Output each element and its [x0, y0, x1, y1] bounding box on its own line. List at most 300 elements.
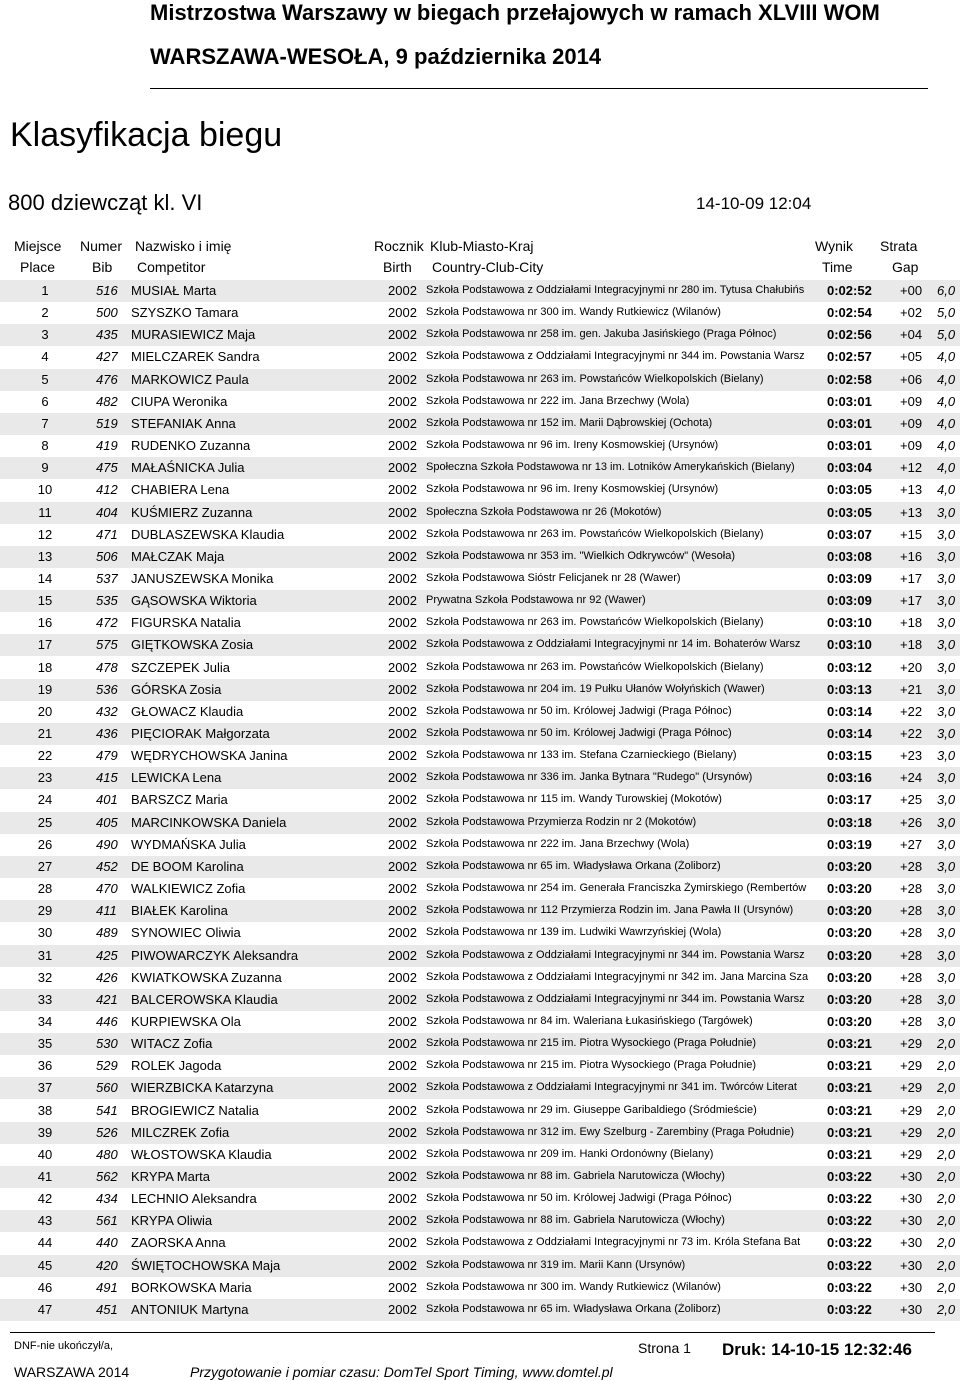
cell-club: Szkoła Podstawowa nr 215 im. Piotra Wysockiego (Praga Południe) [426, 1059, 757, 1072]
cell-bib: 432 [96, 703, 118, 719]
cell-year: 2002 [388, 659, 417, 675]
cell-bib: 541 [96, 1102, 118, 1118]
cell-time: 0:03:21 [827, 1124, 872, 1140]
race-datetime: 14-10-09 12:04 [696, 194, 812, 213]
cell-pts: 2,0 [937, 1301, 956, 1317]
cell-time: 0:03:14 [827, 703, 872, 719]
cell-club: Szkoła Podstawowa nr 204 im. 19 Pułku Ułanów Wołyńskich (Wawer) [426, 682, 765, 695]
table-row [0, 457, 960, 479]
cell-name: ZAORSKA Anna [131, 1235, 226, 1251]
cell-bib: 536 [96, 681, 118, 697]
cell-bib: 420 [96, 1257, 118, 1273]
cell-year: 2002 [388, 925, 417, 941]
table-row [0, 391, 960, 413]
cell-gap: +06 [900, 371, 923, 387]
cell-year: 2002 [388, 283, 417, 298]
cell-time: 0:03:22 [827, 1191, 872, 1207]
cell-club: Szkoła Podstawowa nr 88 im. Gabriela Narutowicza (Włochy) [426, 1170, 725, 1182]
cell-year: 2002 [388, 415, 417, 431]
cell-bib: 419 [96, 438, 118, 454]
cell-pts: 3,0 [937, 726, 956, 741]
cell-time: 0:03:21 [827, 1036, 872, 1052]
cell-name: GIĘTKOWSKA Zosia [131, 637, 254, 653]
cell-club: Szkoła Podstawowa nr 96 im. Ireny Kosmowskiej (Ursynów) [426, 439, 719, 452]
cell-year: 2002 [388, 615, 417, 631]
cell-time: 0:03:01 [827, 438, 872, 454]
cell-bib: 446 [96, 1013, 118, 1029]
cell-name: MURASIEWICZ Maja [131, 327, 256, 343]
col-year-pl: Rocznik [374, 238, 424, 254]
cell-club: Szkoła Podstawowa nr 258 im. gen. Jakuba Jasińskiego (Praga Północ) [426, 328, 777, 341]
table-row [0, 524, 960, 546]
table-row [0, 834, 960, 856]
cell-gap: +02 [900, 305, 923, 321]
table-row [0, 967, 960, 989]
cell-name: BALCEROWSKA Klaudia [131, 991, 278, 1007]
cell-place: 46 [37, 1279, 53, 1295]
cell-time: 0:03:08 [827, 548, 872, 564]
cell-year: 2002 [388, 703, 417, 719]
cell-year: 2002 [388, 1279, 417, 1295]
table-row [0, 1210, 960, 1232]
cell-gap: +17 [900, 570, 923, 586]
cell-club: Szkoła Podstawowa z Oddziałami Integracyjnymi nr 280 im. Tytusa Chałubińs [426, 284, 805, 296]
cell-year: 2002 [388, 482, 417, 498]
cell-club: Szkoła Podstawowa nr 115 im. Wandy Turowskiej (Mokotów) [426, 793, 722, 806]
event-title: Mistrzostwa Warszawy w biegach przełajowych w ramach XLVIII WOM [150, 0, 880, 25]
cell-club: Szkoła Podstawowa nr 215 im. Piotra Wysockiego (Praga Południe) [426, 1037, 757, 1050]
cell-club: Szkoła Podstawowa nr 50 im. Królowej Jadwigi (Praga Północ) [426, 704, 732, 717]
table-row [0, 1166, 960, 1188]
cell-time: 0:03:20 [827, 969, 872, 985]
cell-pts: 3,0 [937, 548, 956, 564]
cell-pts: 6,0 [937, 283, 956, 298]
cell-bib: 516 [96, 283, 118, 298]
cell-gap: +20 [900, 659, 923, 675]
cell-place: 38 [37, 1102, 53, 1118]
cell-club: Szkoła Podstawowa nr 50 im. Królowej Jadwigi (Praga Północ) [426, 727, 732, 739]
col-place-pl: Miejsce [14, 238, 62, 254]
cell-bib: 451 [96, 1301, 118, 1317]
cell-bib: 491 [96, 1279, 118, 1295]
table-row [0, 1100, 960, 1122]
cell-pts: 3,0 [937, 703, 956, 719]
table-row [0, 612, 960, 634]
cell-place: 21 [37, 726, 53, 741]
cell-pts: 2,0 [937, 1169, 956, 1184]
cell-time: 0:03:19 [827, 836, 872, 852]
cell-name: KRYPA Marta [131, 1169, 210, 1184]
cell-gap: +29 [900, 1124, 923, 1140]
cell-bib: 560 [96, 1080, 118, 1096]
cell-name: SYNOWIEC Oliwia [131, 925, 241, 941]
cell-club: Szkoła Podstawowa nr 222 im. Jana Brzechwy (Wola) [426, 394, 690, 407]
cell-year: 2002 [388, 1301, 417, 1317]
event-location-date: WARSZAWA-WESOŁA, 9 października 2014 [150, 44, 602, 69]
cell-club: Szkoła Podstawowa z Oddziałami Integracyjnymi nr 341 im. Twórców Literat [426, 1081, 797, 1094]
cell-bib: 529 [96, 1058, 118, 1074]
footer-divider [10, 1332, 935, 1333]
cell-bib: 452 [96, 858, 118, 874]
cell-year: 2002 [388, 526, 417, 542]
cell-place: 43 [37, 1213, 53, 1229]
cell-bib: 421 [96, 991, 118, 1007]
cell-pts: 3,0 [937, 881, 956, 897]
cell-gap: +00 [900, 283, 923, 298]
cell-pts: 2,0 [937, 1124, 956, 1140]
cell-club: Szkoła Podstawowa nr 65 im. Władysława Orkana (Żoliborz) [426, 1302, 721, 1315]
cell-club: Szkoła Podstawowa nr 139 im. Ludwiki Wawrzyńskiej (Wola) [426, 926, 722, 939]
cell-gap: +28 [900, 903, 923, 919]
cell-gap: +12 [900, 460, 923, 476]
cell-gap: +09 [900, 393, 923, 409]
cell-year: 2002 [388, 1013, 417, 1029]
cell-year: 2002 [388, 593, 417, 609]
cell-pts: 4,0 [937, 371, 956, 387]
table-row [0, 1188, 960, 1210]
cell-time: 0:03:04 [827, 460, 872, 476]
cell-gap: +26 [900, 814, 923, 830]
cell-place: 6 [41, 393, 49, 409]
cell-gap: +30 [900, 1169, 923, 1184]
cell-name: BARSZCZ Maria [131, 792, 228, 808]
cell-year: 2002 [388, 637, 417, 653]
col-club-pl: Klub-Miasto-Kraj [430, 238, 534, 254]
cell-time: 0:03:21 [827, 1080, 872, 1096]
cell-name: ANTONIUK Martyna [131, 1301, 249, 1317]
table-row [0, 1144, 960, 1166]
cell-pts: 3,0 [937, 748, 956, 764]
cell-pts: 3,0 [937, 925, 956, 941]
cell-year: 2002 [388, 305, 417, 321]
cell-place: 4 [41, 349, 49, 365]
cell-year: 2002 [388, 1169, 417, 1184]
cell-pts: 2,0 [937, 1257, 956, 1273]
cell-name: SZCZEPEK Julia [131, 659, 230, 675]
cell-place: 7 [41, 415, 49, 431]
cell-name: DE BOOM Karolina [131, 858, 244, 874]
col-name-en: Competitor [137, 259, 206, 275]
cell-pts: 3,0 [937, 615, 956, 631]
col-time-pl: Wynik [815, 238, 853, 254]
cell-gap: +30 [900, 1257, 923, 1273]
cell-place: 40 [37, 1146, 53, 1162]
cell-pts: 2,0 [937, 1102, 956, 1118]
cell-year: 2002 [388, 1102, 417, 1118]
cell-gap: +05 [900, 349, 923, 365]
cell-gap: +28 [900, 881, 923, 897]
cell-pts: 3,0 [937, 814, 956, 830]
table-row [0, 767, 960, 789]
cell-club: Szkoła Podstawowa nr 112 Przymierza Rodzin im. Jana Pawła II (Ursynów) [426, 904, 794, 917]
cell-name: ŚWIĘTOCHOWSKA Maja [131, 1257, 281, 1273]
cell-time: 0:03:07 [827, 526, 872, 542]
cell-time: 0:03:21 [827, 1102, 872, 1118]
cell-bib: 436 [96, 726, 118, 741]
table-row [0, 1122, 960, 1144]
cell-place: 28 [37, 881, 53, 897]
table-row [0, 568, 960, 590]
cell-year: 2002 [388, 726, 417, 741]
cell-club: Szkoła Podstawowa nr 96 im. Ireny Kosmowskiej (Ursynów) [426, 483, 719, 496]
cell-time: 0:03:10 [827, 637, 872, 653]
cell-year: 2002 [388, 947, 417, 963]
cell-time: 0:03:21 [827, 1058, 872, 1074]
cell-name: GÓRSKA Zosia [131, 681, 222, 697]
cell-place: 11 [38, 504, 52, 520]
cell-club: Szkoła Podstawowa Sióstr Felicjanek nr 28 (Wawer) [426, 571, 681, 584]
cell-place: 27 [37, 858, 53, 874]
cell-bib: 412 [96, 482, 118, 498]
cell-name: BORKOWSKA Maria [131, 1279, 252, 1295]
table-row [0, 1077, 960, 1099]
cell-pts: 3,0 [937, 947, 956, 963]
cell-time: 0:03:22 [827, 1235, 872, 1251]
cell-gap: +28 [900, 969, 923, 985]
table-row [0, 701, 960, 723]
cell-pts: 3,0 [937, 836, 956, 852]
cell-year: 2002 [388, 814, 417, 830]
cell-name: BIAŁEK Karolina [131, 903, 228, 919]
cell-club: Szkoła Podstawowa nr 254 im. Generała Franciszka Żymirskiego (Rembertów [426, 882, 807, 895]
cell-club: Społeczna Szkoła Podstawowa nr 26 (Mokotów) [426, 505, 662, 518]
cell-name: MIELCZAREK Sandra [131, 349, 260, 365]
cell-bib: 478 [96, 659, 118, 675]
cell-name: MAŁCZAK Maja [131, 548, 225, 564]
table-row [0, 989, 960, 1011]
cell-gap: +23 [900, 748, 923, 764]
table-row [0, 723, 960, 745]
organizer-label: WARSZAWA 2014 [14, 1364, 130, 1380]
table-row [0, 324, 960, 346]
table-row [0, 435, 960, 457]
cell-bib: 470 [96, 881, 118, 897]
cell-time: 0:03:10 [827, 615, 872, 631]
cell-pts: 3,0 [937, 969, 956, 985]
cell-pts: 2,0 [937, 1279, 956, 1295]
cell-name: WYDMAŃSKA Julia [131, 836, 246, 852]
table-row [0, 1055, 960, 1077]
cell-year: 2002 [388, 748, 417, 764]
table-row [0, 546, 960, 568]
cell-club: Szkoła Podstawowa nr 50 im. Królowej Jadwigi (Praga Północ) [426, 1192, 732, 1205]
cell-bib: 480 [96, 1146, 118, 1162]
cell-gap: +18 [900, 637, 923, 653]
cell-gap: +09 [900, 415, 923, 431]
table-row [0, 878, 960, 900]
cell-bib: 476 [96, 371, 118, 387]
cell-name: CHABIERA Lena [131, 482, 230, 498]
table-row [0, 856, 960, 878]
cell-pts: 3,0 [937, 526, 956, 542]
cell-place: 34 [37, 1013, 53, 1029]
cell-bib: 575 [96, 637, 118, 653]
cell-pts: 3,0 [937, 504, 956, 520]
cell-pts: 3,0 [937, 681, 956, 697]
cell-gap: +30 [900, 1301, 923, 1317]
table-row [0, 1232, 960, 1254]
table-row [0, 1011, 960, 1033]
cell-time: 0:02:56 [827, 327, 872, 343]
cell-year: 2002 [388, 903, 417, 919]
cell-bib: 535 [96, 593, 118, 609]
cell-time: 0:03:20 [827, 991, 872, 1007]
cell-time: 0:03:05 [827, 482, 872, 498]
cell-pts: 4,0 [937, 438, 956, 454]
cell-club: Szkoła Podstawowa nr 88 im. Gabriela Narutowicza (Włochy) [426, 1214, 725, 1227]
cell-bib: 426 [96, 969, 118, 985]
cell-club: Szkoła Podstawowa nr 336 im. Janka Bytnara "Rudego" (Ursynów) [426, 771, 753, 784]
cell-place: 12 [37, 526, 53, 542]
table-row [0, 1277, 960, 1299]
cell-time: 0:03:20 [827, 1013, 872, 1029]
cell-gap: +29 [900, 1036, 923, 1052]
cell-place: 5 [41, 371, 49, 387]
cell-gap: +27 [900, 836, 923, 852]
cell-name: RUDENKO Zuzanna [131, 438, 251, 454]
cell-place: 10 [37, 482, 53, 498]
table-row [0, 657, 960, 679]
cell-bib: 479 [96, 748, 118, 764]
cell-time: 0:03:22 [827, 1279, 872, 1295]
cell-place: 22 [37, 748, 53, 764]
cell-pts: 2,0 [937, 1191, 956, 1207]
cell-pts: 3,0 [937, 770, 956, 786]
table-row [0, 302, 960, 324]
cell-time: 0:03:01 [827, 393, 872, 409]
cell-year: 2002 [388, 1080, 417, 1096]
cell-gap: +30 [900, 1191, 923, 1207]
cell-gap: +04 [900, 327, 923, 343]
cell-place: 13 [37, 548, 53, 564]
cell-pts: 3,0 [937, 659, 956, 675]
cell-gap: +13 [900, 482, 923, 498]
cell-club: Szkoła Podstawowa nr 29 im. Giuseppe Garibaldiego (Śródmieście) [426, 1103, 757, 1116]
cell-club: Szkoła Podstawowa nr 263 im. Powstańców Wielkopolskich (Bielany) [426, 372, 764, 385]
cell-club: Szkoła Podstawowa nr 300 im. Wandy Rutkiewicz (Wilanów) [426, 306, 721, 319]
cell-bib: 425 [96, 947, 118, 963]
cell-gap: +29 [900, 1080, 923, 1096]
cell-year: 2002 [388, 991, 417, 1007]
cell-bib: 562 [96, 1169, 118, 1184]
cell-name: GĄSOWSKA Wiktoria [131, 593, 257, 609]
cell-bib: 526 [96, 1124, 118, 1140]
cell-time: 0:02:57 [827, 349, 872, 365]
cell-club: Szkoła Podstawowa z Oddziałami Integracyjnymi nr 344 im. Powstania Warsz [426, 948, 805, 961]
cell-name: LECHNIO Aleksandra [131, 1191, 257, 1207]
cell-club: Szkoła Podstawowa nr 263 im. Powstańców Wielkopolskich (Bielany) [426, 527, 764, 540]
cell-place: 8 [41, 438, 49, 454]
cell-name: MARCINKOWSKA Daniela [131, 814, 287, 830]
cell-year: 2002 [388, 1146, 417, 1162]
cell-place: 1 [41, 283, 49, 298]
cell-place: 20 [37, 703, 53, 719]
cell-year: 2002 [388, 349, 417, 365]
cell-time: 0:03:12 [827, 659, 872, 675]
cell-gap: +28 [900, 925, 923, 941]
cell-pts: 3,0 [937, 1013, 956, 1029]
cell-place: 14 [37, 570, 53, 586]
cell-bib: 471 [96, 526, 118, 542]
cell-club: Szkoła Podstawowa z Oddziałami Integracyjnymi nr 14 im. Bohaterów Warsz [426, 638, 801, 651]
cell-time: 0:03:17 [827, 792, 872, 808]
cell-year: 2002 [388, 393, 417, 409]
table-row [0, 900, 960, 922]
cell-place: 39 [37, 1124, 53, 1140]
cell-place: 45 [37, 1257, 53, 1273]
cell-place: 32 [37, 969, 53, 985]
cell-bib: 411 [96, 903, 117, 919]
cell-pts: 4,0 [937, 460, 956, 476]
cell-name: KWIATKOWSKA Zuzanna [131, 969, 282, 985]
cell-time: 0:02:54 [827, 305, 872, 321]
cell-place: 16 [37, 615, 53, 631]
cell-place: 23 [37, 770, 53, 786]
cell-year: 2002 [388, 881, 417, 897]
cell-place: 18 [37, 659, 53, 675]
cell-name: FIGURSKA Natalia [131, 615, 241, 631]
cell-gap: +16 [900, 548, 923, 564]
cell-name: PIWOWARCZYK Aleksandra [131, 947, 299, 963]
cell-place: 36 [37, 1058, 53, 1074]
cell-time: 0:03:20 [827, 858, 872, 874]
cell-year: 2002 [388, 1213, 417, 1229]
cell-name: ROLEK Jagoda [131, 1058, 222, 1074]
cell-pts: 2,0 [937, 1036, 956, 1052]
cell-time: 0:03:18 [827, 814, 872, 830]
print-timestamp: Druk: 14-10-15 12:32:46 [722, 1340, 912, 1359]
cell-gap: +25 [900, 792, 923, 808]
cell-name: BROGIEWICZ Natalia [131, 1102, 259, 1118]
cell-place: 31 [37, 947, 53, 963]
table-row [0, 1033, 960, 1055]
cell-club: Szkoła Podstawowa nr 263 im. Powstańców Wielkopolskich (Bielany) [426, 660, 764, 673]
cell-place: 42 [37, 1191, 53, 1207]
cell-pts: 5,0 [937, 327, 956, 343]
table-row [0, 280, 960, 302]
cell-club: Szkoła Podstawowa nr 65 im. Władysława Orkana (Żoliborz) [426, 859, 721, 872]
cell-bib: 500 [96, 305, 118, 321]
cell-bib: 434 [96, 1191, 118, 1207]
cell-name: MUSIAŁ Marta [131, 283, 217, 298]
cell-bib: 475 [96, 460, 118, 476]
cell-name: WŁOSTOWSKA Klaudia [131, 1146, 272, 1162]
cell-bib: 490 [96, 836, 118, 852]
cell-time: 0:03:20 [827, 903, 872, 919]
cell-name: CIUPA Weronika [131, 393, 228, 409]
cell-place: 29 [37, 903, 53, 919]
timing-credit: Przygotowanie i pomiar czasu: DomTel Sport Timing, www.domtel.pl [190, 1364, 613, 1380]
cell-gap: +09 [900, 438, 923, 454]
cell-pts: 3,0 [937, 637, 956, 653]
cell-year: 2002 [388, 1235, 417, 1251]
cell-pts: 3,0 [937, 593, 956, 609]
cell-time: 0:03:09 [827, 593, 872, 609]
cell-time: 0:03:22 [827, 1213, 872, 1229]
cell-gap: +28 [900, 991, 923, 1007]
col-place-en: Place [20, 259, 56, 275]
cell-gap: +22 [900, 726, 923, 741]
cell-gap: +28 [900, 1013, 923, 1029]
cell-place: 44 [37, 1235, 53, 1251]
cell-time: 0:03:15 [827, 748, 872, 764]
cell-club: Społeczna Szkoła Podstawowa nr 13 im. Lotników Amerykańskich (Bielany) [426, 461, 795, 474]
cell-name: JANUSZEWSKA Monika [131, 570, 274, 586]
cell-name: WITACZ Zofia [131, 1036, 213, 1052]
cell-place: 19 [37, 681, 53, 697]
col-name-pl: Nazwisko i imię [135, 238, 232, 254]
cell-name: WALKIEWICZ Zofia [131, 881, 246, 897]
